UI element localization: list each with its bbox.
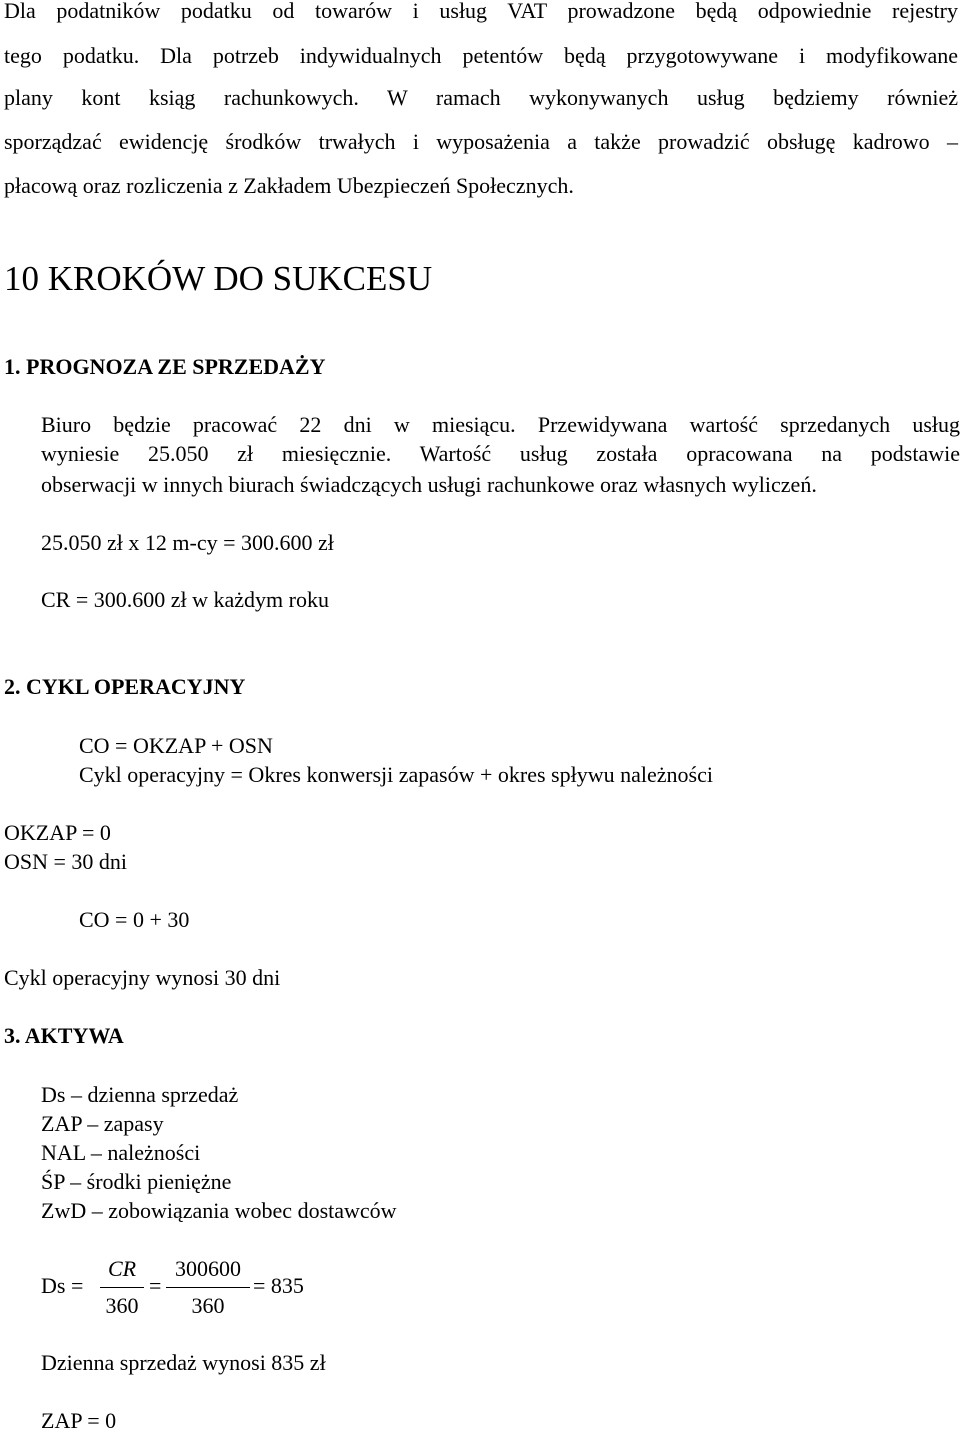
fraction-numerator: CR [107, 1256, 137, 1281]
section1-text-line: wyniesie 25.050 zł miesięcznie. Wartość usług została opracowana na podstawie [41, 441, 960, 466]
section3-zap: ZAP = 0 [41, 1408, 117, 1433]
fraction-300600-over-360 [166, 1256, 250, 1320]
section1-calc-annual: 25.050 zł x 12 m-cy = 300.600 zł [41, 530, 334, 555]
section-heading-cykl: 2. CYKL OPERACYJNY [4, 674, 246, 699]
section2-okzap: OKZAP = 0 [4, 820, 111, 845]
section-heading-aktywa: 3. AKTYWA [4, 1023, 124, 1048]
intro-line: plany kont ksiąg rachunkowych. W ramach wykonywanych usług będziemy również [4, 85, 958, 110]
section1-text-line: obserwacji w innych biurach świadczących usługi rachunkowe oraz własnych wyliczeń. [41, 472, 817, 497]
section2-result: Cykl operacyjny wynosi 30 dni [4, 965, 281, 990]
fraction-numerator: 300600 [175, 1256, 241, 1281]
intro-line: tego podatku. Dla potrzeb indywidualnych petentów będą przygotowywane i modyfikowane [4, 43, 958, 68]
definition-item: NAL – należności [41, 1140, 201, 1165]
fraction-denominator: 360 [191, 1293, 225, 1318]
definition-item: Ds – dzienna sprzedaż [41, 1082, 239, 1107]
fraction-denominator: 360 [105, 1293, 139, 1318]
fraction-cr-over-360 [100, 1256, 144, 1320]
section2-formula: CO = OKZAP + OSN [79, 733, 273, 758]
intro-line: płacową oraz rozliczenia z Zakładem Ubezpieczeń Społecznych. [4, 173, 574, 198]
ds-formula-result: = 835 [253, 1273, 304, 1298]
definition-item: ŚP – środki pieniężne [41, 1169, 232, 1194]
section2-osn: OSN = 30 dni [4, 849, 128, 874]
intro-line: Dla podatników podatku od towarów i usług VAT prowadzone będą odpowiednie rejestry [4, 0, 958, 23]
ds-formula-equals: = [149, 1273, 162, 1298]
section3-ds-result: Dzienna sprzedaż wynosi 835 zł [41, 1350, 326, 1375]
section1-text-line: Biuro będzie pracować 22 dni w miesiącu. Przewidywana wartość sprzedanych usług [41, 412, 960, 437]
definition-item: ZwD – zobowiązania wobec dostawców [41, 1198, 397, 1223]
fraction-bar [166, 1287, 250, 1288]
fraction-bar [100, 1287, 144, 1288]
section2-formula-words: Cykl operacyjny = Okres konwersji zapasów + okres spływu należności [79, 762, 713, 787]
section1-calc-cr: CR = 300.600 zł w każdym roku [41, 587, 329, 612]
main-title: 10 KROKÓW DO SUKCESU [4, 259, 433, 298]
section-heading-prognoza: 1. PROGNOZA ZE SPRZEDAŻY [4, 354, 326, 379]
definition-item: ZAP – zapasy [41, 1111, 164, 1136]
ds-formula-lhs: Ds = [41, 1273, 84, 1298]
section2-calc: CO = 0 + 30 [79, 907, 190, 932]
intro-line: sporządzać ewidencję środków trwałych i wyposażenia a także prowadzić obsługę kadrowo – [4, 129, 958, 154]
